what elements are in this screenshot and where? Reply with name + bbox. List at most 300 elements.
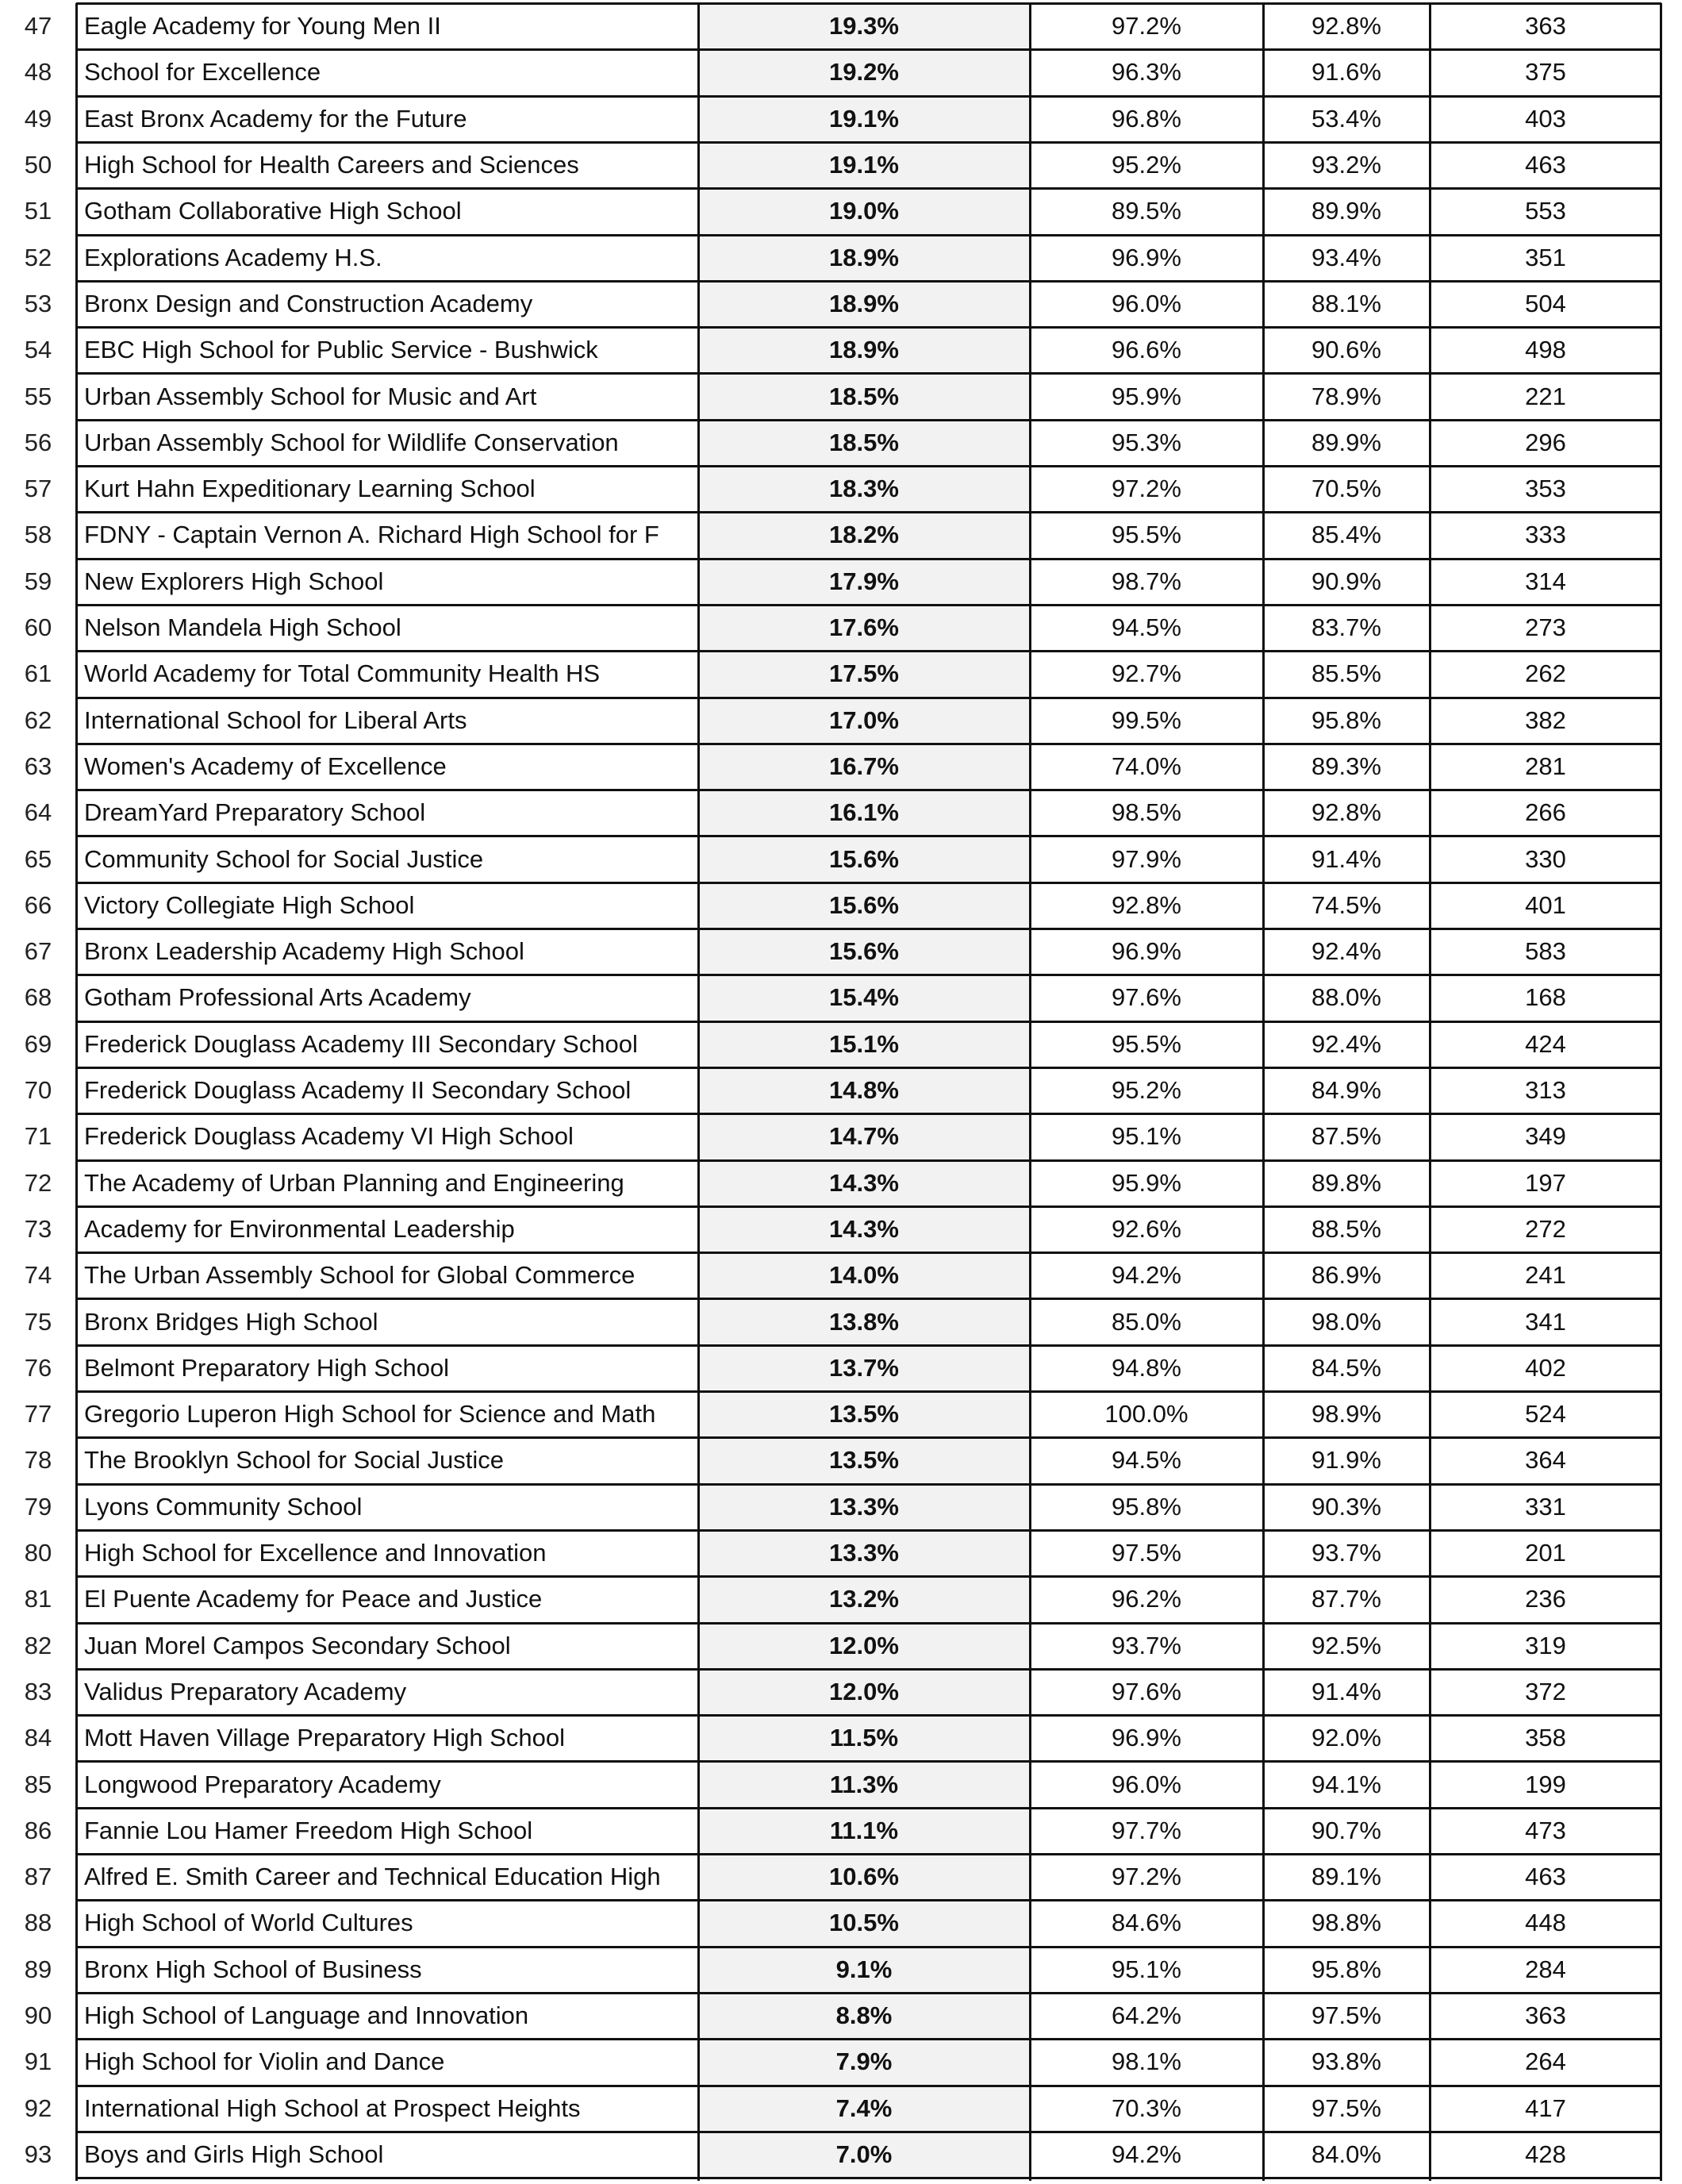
grid-line-vertical <box>1262 3 1265 2181</box>
percent-highlight-cell[interactable]: 18.2% <box>698 512 1030 558</box>
percent-b-cell[interactable]: 89.9% <box>1311 428 1381 456</box>
percent-b-cell[interactable]: 89.3% <box>1311 752 1381 780</box>
percent-a-cell[interactable]: 94.2% <box>1112 1261 1181 1290</box>
percent-a-cell[interactable]: 95.5% <box>1112 521 1181 549</box>
school-name-cell[interactable]: Eagle Academy for Young Men II <box>84 12 441 40</box>
percent-b-cell[interactable]: 90.6% <box>1311 336 1381 364</box>
count-cell[interactable]: 504 <box>1525 289 1566 317</box>
school-name-cell[interactable]: Longwood Preparatory Academy <box>84 1770 441 1798</box>
percent-b-cell[interactable]: 83.7% <box>1311 613 1381 642</box>
percent-a-cell[interactable]: 92.7% <box>1112 659 1181 688</box>
percent-highlight-cell[interactable]: 18.5% <box>698 420 1030 466</box>
percent-a-cell[interactable]: 64.2% <box>1112 2001 1181 2030</box>
percent-b-cell[interactable]: 89.9% <box>1311 197 1381 225</box>
percent-a-cell[interactable]: 96.9% <box>1112 243 1181 271</box>
percent-a-cell[interactable]: 97.6% <box>1112 983 1181 1012</box>
row-number[interactable]: 72 <box>24 1168 52 1197</box>
school-name-cell[interactable]: Fannie Lou Hamer Freedom High School <box>84 1816 533 1844</box>
school-name-cell[interactable]: Frederick Douglass Academy II Secondary School <box>84 1076 632 1105</box>
percent-highlight-cell[interactable]: 17.0% <box>698 698 1030 744</box>
school-name-cell[interactable]: EBC High School for Public Service - Bushwick <box>84 336 598 364</box>
percent-highlight-cell[interactable]: 7.0% <box>698 2132 1030 2178</box>
percent-b-cell[interactable]: 92.0% <box>1311 1724 1381 1752</box>
percent-b-cell[interactable]: 87.5% <box>1311 1122 1381 1151</box>
count-cell[interactable]: 284 <box>1525 1955 1566 1983</box>
percent-a-cell[interactable]: 100.0% <box>1104 1400 1189 1428</box>
count-cell[interactable]: 236 <box>1525 1585 1566 1613</box>
school-name-cell[interactable]: Urban Assembly School for Music and Art <box>84 382 537 410</box>
percent-highlight-cell[interactable]: 17.5% <box>698 651 1030 697</box>
grid-line-horizontal <box>76 1668 1661 1671</box>
count-cell[interactable]: 401 <box>1525 890 1566 919</box>
percent-b-cell[interactable]: 89.1% <box>1311 1863 1381 1891</box>
count-cell[interactable]: 473 <box>1525 1816 1566 1844</box>
count-cell[interactable]: 241 <box>1525 1261 1566 1290</box>
percent-a-cell[interactable]: 96.6% <box>1112 336 1181 364</box>
percent-a-cell[interactable]: 98.1% <box>1112 2048 1181 2076</box>
row-number[interactable]: 71 <box>24 1122 52 1151</box>
percent-highlight-cell[interactable]: 10.6% <box>698 1854 1030 1900</box>
row-number[interactable]: 84 <box>24 1724 52 1752</box>
school-name-cell[interactable]: Lyons Community School <box>84 1492 363 1521</box>
school-name-cell[interactable]: The Academy of Urban Planning and Engineering <box>84 1168 624 1197</box>
row-number[interactable]: 58 <box>24 521 52 549</box>
count-cell[interactable]: 553 <box>1525 197 1566 225</box>
school-name-cell[interactable]: Bronx Leadership Academy High School <box>84 937 524 966</box>
count-cell[interactable]: 341 <box>1525 1307 1566 1336</box>
row-number[interactable]: 50 <box>24 151 52 179</box>
row-number[interactable]: 66 <box>24 890 52 919</box>
percent-highlight-cell[interactable]: 14.8% <box>698 1067 1030 1113</box>
row-number[interactable]: 62 <box>24 706 52 734</box>
count-cell[interactable]: 262 <box>1525 659 1566 688</box>
row-number[interactable]: 78 <box>24 1446 52 1475</box>
count-cell[interactable]: 330 <box>1525 844 1566 873</box>
percent-b-cell[interactable]: 95.8% <box>1311 706 1381 734</box>
percent-a-cell[interactable]: 96.2% <box>1112 1585 1181 1613</box>
school-name-cell[interactable]: Juan Morel Campos Secondary School <box>84 1631 511 1659</box>
percent-highlight-cell[interactable]: 19.0% <box>698 188 1030 234</box>
row-number[interactable]: 52 <box>24 243 52 271</box>
count-cell[interactable]: 448 <box>1525 1909 1566 1937</box>
school-name-cell[interactable]: Bronx Design and Construction Academy <box>84 289 533 317</box>
grid-line-horizontal <box>76 1899 1661 1901</box>
percent-a-cell[interactable]: 95.9% <box>1112 382 1181 410</box>
school-name-cell[interactable]: Academy for Environmental Leadership <box>84 1214 515 1243</box>
count-cell[interactable]: 319 <box>1525 1631 1566 1659</box>
school-name-cell[interactable]: International High School at Prospect Heights <box>84 2094 581 2122</box>
count-cell[interactable]: 197 <box>1525 1168 1566 1197</box>
percent-a-cell[interactable]: 95.2% <box>1112 151 1181 179</box>
school-name-cell[interactable]: The Urban Assembly School for Global Commerce <box>84 1261 636 1290</box>
percent-a-cell[interactable]: 95.1% <box>1112 1955 1181 1983</box>
row-number[interactable]: 91 <box>24 2048 52 2076</box>
percent-highlight-cell[interactable]: 18.3% <box>698 466 1030 512</box>
percent-a-cell[interactable]: 97.7% <box>1112 1816 1181 1844</box>
percent-b-cell[interactable]: 94.1% <box>1311 1770 1381 1798</box>
count-cell[interactable]: 463 <box>1525 151 1566 179</box>
row-number[interactable]: 83 <box>24 1677 52 1705</box>
percent-highlight-cell[interactable]: 14.3% <box>698 1160 1030 1206</box>
percent-a-cell[interactable]: 97.5% <box>1112 1539 1181 1567</box>
school-name-cell[interactable]: Gregorio Luperon High School for Science and Math <box>84 1400 656 1428</box>
percent-b-cell[interactable]: 93.4% <box>1311 243 1381 271</box>
school-name-cell[interactable]: Frederick Douglass Academy III Secondary School <box>84 1029 638 1058</box>
percent-a-cell[interactable]: 92.8% <box>1112 890 1181 919</box>
percent-a-cell[interactable]: 96.0% <box>1112 1770 1181 1798</box>
row-number[interactable]: 57 <box>24 475 52 503</box>
percent-b-cell[interactable]: 90.9% <box>1311 567 1381 595</box>
percent-highlight-cell[interactable]: 16.7% <box>698 744 1030 790</box>
grid-line-horizontal <box>76 1298 1661 1300</box>
percent-highlight-cell[interactable]: 14.7% <box>698 1113 1030 1159</box>
percent-b-cell[interactable]: 89.8% <box>1311 1168 1381 1197</box>
school-name-cell[interactable]: Belmont Preparatory High School <box>84 1353 450 1382</box>
percent-highlight-cell[interactable]: 9.1% <box>698 1947 1030 1993</box>
percent-b-cell[interactable]: 98.0% <box>1311 1307 1381 1336</box>
row-number[interactable]: 68 <box>24 983 52 1012</box>
grid-line-horizontal <box>76 187 1661 190</box>
count-cell[interactable]: 363 <box>1525 2001 1566 2030</box>
percent-highlight-cell[interactable]: 15.6% <box>698 882 1030 929</box>
percent-highlight-cell[interactable]: 18.9% <box>698 235 1030 281</box>
school-name-cell[interactable]: DreamYard Preparatory School <box>84 798 426 827</box>
percent-a-cell[interactable]: 96.3% <box>1112 58 1181 87</box>
count-cell[interactable]: 273 <box>1525 613 1566 642</box>
percent-highlight-cell[interactable]: 15.6% <box>698 929 1030 975</box>
percent-highlight-cell[interactable]: 8.8% <box>698 1993 1030 2039</box>
row-number[interactable]: 59 <box>24 567 52 595</box>
school-name-cell[interactable]: Bronx High School of Business <box>84 1955 422 1983</box>
school-name-cell[interactable]: High School of World Cultures <box>84 1909 413 1937</box>
percent-a-cell[interactable]: 94.2% <box>1112 2140 1181 2168</box>
percent-a-cell[interactable]: 97.2% <box>1112 1863 1181 1891</box>
count-cell[interactable]: 349 <box>1525 1122 1566 1151</box>
percent-a-cell[interactable]: 96.9% <box>1112 1724 1181 1752</box>
count-cell[interactable]: 272 <box>1525 1214 1566 1243</box>
percent-b-cell[interactable]: 91.9% <box>1311 1446 1381 1475</box>
count-cell[interactable]: 364 <box>1525 1446 1566 1475</box>
school-name-cell[interactable]: School for Excellence <box>84 58 321 87</box>
count-cell[interactable]: 281 <box>1525 752 1566 780</box>
count-cell[interactable]: 199 <box>1525 1770 1566 1798</box>
percent-a-cell[interactable]: 95.5% <box>1112 1029 1181 1058</box>
percent-b-cell[interactable]: 93.8% <box>1311 2048 1381 2076</box>
school-name-cell[interactable]: Community School for Social Justice <box>84 844 484 873</box>
percent-highlight-cell[interactable]: 13.5% <box>698 1437 1030 1483</box>
percent-b-cell[interactable]: 98.9% <box>1311 1400 1381 1428</box>
school-name-cell[interactable]: Frederick Douglass Academy VI High School <box>84 1122 574 1151</box>
percent-a-cell[interactable]: 92.6% <box>1112 1214 1181 1243</box>
count-cell[interactable]: 402 <box>1525 1353 1566 1382</box>
percent-highlight-cell[interactable]: 12.0% <box>698 1623 1030 1669</box>
percent-b-cell[interactable]: 78.9% <box>1311 382 1381 410</box>
percent-a-cell[interactable]: 95.9% <box>1112 1168 1181 1197</box>
percent-highlight-cell[interactable]: 11.3% <box>698 1761 1030 1807</box>
count-cell[interactable]: 353 <box>1525 475 1566 503</box>
school-name-cell[interactable]: East Bronx Academy for the Future <box>84 104 467 133</box>
count-cell[interactable]: 583 <box>1525 937 1566 966</box>
percent-highlight-cell[interactable]: 17.6% <box>698 605 1030 651</box>
count-cell[interactable]: 221 <box>1525 382 1566 410</box>
percent-a-cell[interactable]: 96.8% <box>1112 104 1181 133</box>
percent-b-cell[interactable]: 84.0% <box>1311 2140 1381 2168</box>
school-name-cell[interactable]: World Academy for Total Community Health HS <box>84 659 601 688</box>
count-cell[interactable]: 428 <box>1525 2140 1566 2168</box>
row-number[interactable]: 88 <box>24 1909 52 1937</box>
school-name-cell[interactable]: Gotham Collaborative High School <box>84 197 462 225</box>
percent-highlight-cell[interactable]: 14.0% <box>698 1252 1030 1298</box>
percent-highlight-cell[interactable]: 13.3% <box>698 1530 1030 1576</box>
count-cell[interactable]: 524 <box>1525 1400 1566 1428</box>
percent-b-cell[interactable]: 70.5% <box>1311 475 1381 503</box>
percent-highlight-cell[interactable]: 19.2% <box>698 49 1030 95</box>
row-number[interactable]: 51 <box>24 197 52 225</box>
school-name-cell[interactable]: High School of Language and Innovation <box>84 2001 529 2030</box>
grid-line-vertical <box>1029 3 1031 2181</box>
percent-b-cell[interactable]: 91.6% <box>1311 58 1381 87</box>
count-cell[interactable]: 201 <box>1525 1539 1566 1567</box>
row-number[interactable]: 79 <box>24 1492 52 1521</box>
percent-b-cell[interactable]: 85.5% <box>1311 659 1381 688</box>
grid-line-horizontal <box>76 326 1661 329</box>
row-number[interactable]: 80 <box>24 1539 52 1567</box>
grid-line-horizontal <box>76 1807 1661 1809</box>
count-cell[interactable]: 417 <box>1525 2094 1566 2122</box>
row-number[interactable]: 69 <box>24 1029 52 1058</box>
count-cell[interactable]: 424 <box>1525 1029 1566 1058</box>
percent-highlight-cell[interactable]: 19.3% <box>698 3 1030 49</box>
grid-line-horizontal <box>76 2177 1661 2179</box>
count-cell[interactable]: 358 <box>1525 1724 1566 1752</box>
grid-line-horizontal <box>76 1622 1661 1625</box>
count-cell[interactable]: 264 <box>1525 2048 1566 2076</box>
percent-b-cell[interactable]: 84.9% <box>1311 1076 1381 1105</box>
percent-b-cell[interactable]: 92.4% <box>1311 937 1381 966</box>
percent-highlight-cell[interactable]: 13.2% <box>698 1576 1030 1622</box>
percent-highlight-cell[interactable]: 13.3% <box>698 1484 1030 1530</box>
percent-highlight-cell[interactable]: 15.1% <box>698 1021 1030 1067</box>
percent-a-cell[interactable]: 96.0% <box>1112 289 1181 317</box>
row-number[interactable]: 77 <box>24 1400 52 1428</box>
grid-line-horizontal <box>76 650 1661 652</box>
row-number[interactable]: 82 <box>24 1631 52 1659</box>
percent-a-cell[interactable]: 74.0% <box>1112 752 1181 780</box>
row-number[interactable]: 73 <box>24 1214 52 1243</box>
row-number[interactable]: 85 <box>24 1770 52 1798</box>
row-number[interactable]: 56 <box>24 428 52 456</box>
grid-line-horizontal <box>76 95 1661 98</box>
percent-a-cell[interactable]: 98.7% <box>1112 567 1181 595</box>
percent-a-cell[interactable]: 70.3% <box>1112 2094 1181 2122</box>
percent-a-cell[interactable]: 96.9% <box>1112 937 1181 966</box>
percent-a-cell[interactable]: 95.3% <box>1112 428 1181 456</box>
percent-a-cell[interactable]: 97.2% <box>1112 12 1181 40</box>
percent-highlight-cell[interactable]: 19.1% <box>698 96 1030 142</box>
row-number[interactable]: 86 <box>24 1816 52 1844</box>
school-name-cell[interactable]: New Explorers High School <box>84 567 384 595</box>
school-name-cell[interactable]: Victory Collegiate High School <box>84 890 415 919</box>
percent-b-cell[interactable]: 92.5% <box>1311 1631 1381 1659</box>
row-number[interactable]: 64 <box>24 798 52 827</box>
row-number[interactable]: 60 <box>24 613 52 642</box>
grid-line-horizontal <box>76 1760 1661 1763</box>
school-name-cell[interactable]: Urban Assembly School for Wildlife Conservation <box>84 428 619 456</box>
percent-b-cell[interactable]: 92.8% <box>1311 798 1381 827</box>
percent-a-cell[interactable]: 97.2% <box>1112 475 1181 503</box>
row-number[interactable]: 90 <box>24 2001 52 2030</box>
school-name-cell[interactable]: Nelson Mandela High School <box>84 613 401 642</box>
school-name-cell[interactable]: Alfred E. Smith Career and Technical Education High <box>84 1863 661 1891</box>
percent-a-cell[interactable]: 97.9% <box>1112 844 1181 873</box>
school-name-cell[interactable]: Mott Haven Village Preparatory High School <box>84 1724 565 1752</box>
percent-highlight-cell[interactable]: 10.5% <box>698 1900 1030 1946</box>
row-number[interactable]: 74 <box>24 1261 52 1290</box>
school-name-cell[interactable]: Boys and Girls High School <box>84 2140 384 2168</box>
grid-line-horizontal <box>76 280 1661 283</box>
school-name-cell[interactable]: International School for Liberal Arts <box>84 706 467 734</box>
school-name-cell[interactable]: El Puente Academy for Peace and Justice <box>84 1585 543 1613</box>
count-cell[interactable]: 372 <box>1525 1677 1566 1705</box>
school-name-cell[interactable]: Validus Preparatory Academy <box>84 1677 407 1705</box>
percent-a-cell[interactable]: 84.6% <box>1112 1909 1181 1937</box>
count-cell[interactable]: 463 <box>1525 1863 1566 1891</box>
grid-line-horizontal <box>76 1483 1661 1486</box>
percent-b-cell[interactable]: 91.4% <box>1311 844 1381 873</box>
percent-a-cell[interactable]: 99.5% <box>1112 706 1181 734</box>
percent-a-cell[interactable]: 85.0% <box>1112 1307 1181 1336</box>
percent-highlight-cell[interactable]: 18.9% <box>698 281 1030 327</box>
percent-a-cell[interactable]: 89.5% <box>1112 197 1181 225</box>
count-cell[interactable]: 375 <box>1525 58 1566 87</box>
row-number[interactable]: 93 <box>24 2140 52 2168</box>
percent-b-cell[interactable]: 91.4% <box>1311 1677 1381 1705</box>
percent-highlight-cell[interactable]: 7.9% <box>698 2039 1030 2085</box>
percent-b-cell[interactable]: 53.4% <box>1311 104 1381 133</box>
percent-a-cell[interactable]: 95.8% <box>1112 1492 1181 1521</box>
school-name-cell[interactable]: Explorations Academy H.S. <box>84 243 382 271</box>
percent-highlight-cell[interactable]: 18.5% <box>698 373 1030 419</box>
school-name-cell[interactable]: Gotham Professional Arts Academy <box>84 983 471 1012</box>
count-cell[interactable]: 382 <box>1525 706 1566 734</box>
percent-b-cell[interactable]: 90.3% <box>1311 1492 1381 1521</box>
percent-highlight-cell[interactable]: 11.5% <box>698 1715 1030 1761</box>
percent-highlight-cell[interactable]: 13.7% <box>698 1345 1030 1391</box>
percent-a-cell[interactable]: 94.5% <box>1112 1446 1181 1475</box>
percent-b-cell[interactable]: 93.7% <box>1311 1539 1381 1567</box>
grid-line-horizontal <box>76 1529 1661 1532</box>
percent-a-cell[interactable]: 94.8% <box>1112 1353 1181 1382</box>
percent-b-cell[interactable]: 87.7% <box>1311 1585 1381 1613</box>
school-name-cell[interactable]: High School for Violin and Dance <box>84 2048 445 2076</box>
row-number[interactable]: 67 <box>24 937 52 966</box>
count-cell[interactable]: 498 <box>1525 336 1566 364</box>
percent-highlight-cell[interactable]: 11.1% <box>698 1808 1030 1854</box>
percent-b-cell[interactable]: 92.4% <box>1311 1029 1381 1058</box>
percent-highlight-cell[interactable]: 7.4% <box>698 2086 1030 2132</box>
row-number[interactable]: 48 <box>24 58 52 87</box>
row-number[interactable]: 61 <box>24 659 52 688</box>
row-number[interactable]: 75 <box>24 1307 52 1336</box>
percent-a-cell[interactable]: 95.2% <box>1112 1076 1181 1105</box>
percent-highlight-cell[interactable]: 13.5% <box>698 1391 1030 1437</box>
percent-highlight-cell[interactable]: 19.1% <box>698 142 1030 188</box>
percent-b-cell[interactable]: 88.5% <box>1311 1214 1381 1243</box>
school-name-cell[interactable]: High School for Excellence and Innovation <box>84 1539 547 1567</box>
percent-b-cell[interactable]: 88.0% <box>1311 983 1381 1012</box>
row-number[interactable]: 49 <box>24 104 52 133</box>
row-number[interactable]: 63 <box>24 752 52 780</box>
percent-b-cell[interactable]: 86.9% <box>1311 1261 1381 1290</box>
percent-b-cell[interactable]: 95.8% <box>1311 1955 1381 1983</box>
grid-line-horizontal <box>76 372 1661 375</box>
percent-highlight-cell[interactable]: 13.8% <box>698 1298 1030 1344</box>
count-cell[interactable]: 403 <box>1525 104 1566 133</box>
row-number[interactable]: 89 <box>24 1955 52 1983</box>
count-cell[interactable]: 266 <box>1525 798 1566 827</box>
count-cell[interactable]: 333 <box>1525 521 1566 549</box>
percent-b-cell[interactable]: 74.5% <box>1311 890 1381 919</box>
row-number[interactable]: 65 <box>24 844 52 873</box>
percent-highlight-cell[interactable]: 15.6% <box>698 836 1030 882</box>
grid-line-horizontal <box>76 1067 1661 1069</box>
count-cell[interactable]: 296 <box>1525 428 1566 456</box>
percent-b-cell[interactable]: 85.4% <box>1311 521 1381 549</box>
percent-highlight-cell[interactable]: 14.3% <box>698 1206 1030 1252</box>
percent-b-cell[interactable]: 88.1% <box>1311 289 1381 317</box>
count-cell[interactable]: 363 <box>1525 12 1566 40</box>
percent-b-cell[interactable]: 93.2% <box>1311 151 1381 179</box>
count-cell[interactable]: 313 <box>1525 1076 1566 1105</box>
percent-b-cell[interactable]: 98.8% <box>1311 1909 1381 1937</box>
row-number[interactable]: 70 <box>24 1076 52 1105</box>
row-number[interactable]: 76 <box>24 1353 52 1382</box>
percent-highlight-cell[interactable]: 18.9% <box>698 327 1030 373</box>
row-number[interactable]: 87 <box>24 1863 52 1891</box>
percent-a-cell[interactable]: 98.5% <box>1112 798 1181 827</box>
percent-a-cell[interactable]: 93.7% <box>1112 1631 1181 1659</box>
count-cell[interactable]: 351 <box>1525 243 1566 271</box>
percent-b-cell[interactable]: 92.8% <box>1311 12 1381 40</box>
percent-a-cell[interactable]: 95.1% <box>1112 1122 1181 1151</box>
count-cell[interactable]: 168 <box>1525 983 1566 1012</box>
count-cell[interactable]: 314 <box>1525 567 1566 595</box>
percent-highlight-cell[interactable]: 12.0% <box>698 1669 1030 1715</box>
percent-highlight-cell[interactable]: 15.4% <box>698 975 1030 1021</box>
percent-a-cell[interactable]: 94.5% <box>1112 613 1181 642</box>
count-cell[interactable]: 331 <box>1525 1492 1566 1521</box>
percent-b-cell[interactable]: 97.5% <box>1311 2094 1381 2122</box>
row-number[interactable]: 54 <box>24 336 52 364</box>
school-name-cell[interactable]: The Brooklyn School for Social Justice <box>84 1446 504 1475</box>
percent-highlight-cell[interactable]: 16.1% <box>698 790 1030 836</box>
percent-b-cell[interactable]: 90.7% <box>1311 1816 1381 1844</box>
row-number[interactable]: 92 <box>24 2094 52 2122</box>
percent-highlight-cell[interactable]: 17.9% <box>698 559 1030 605</box>
school-name-cell[interactable]: Kurt Hahn Expeditionary Learning School <box>84 475 536 503</box>
school-name-cell[interactable]: Bronx Bridges High School <box>84 1307 378 1336</box>
percent-b-cell[interactable]: 84.5% <box>1311 1353 1381 1382</box>
row-number[interactable]: 47 <box>24 12 52 40</box>
percent-b-cell[interactable]: 97.5% <box>1311 2001 1381 2030</box>
row-number[interactable]: 81 <box>24 1585 52 1613</box>
row-number[interactable]: 53 <box>24 289 52 317</box>
school-name-cell[interactable]: FDNY - Captain Vernon A. Richard High School for F <box>84 521 659 549</box>
school-name-cell[interactable]: Women's Academy of Excellence <box>84 752 447 780</box>
percent-a-cell[interactable]: 97.6% <box>1112 1677 1181 1705</box>
school-name-cell[interactable]: High School for Health Careers and Sciences <box>84 151 579 179</box>
row-number[interactable]: 55 <box>24 382 52 410</box>
